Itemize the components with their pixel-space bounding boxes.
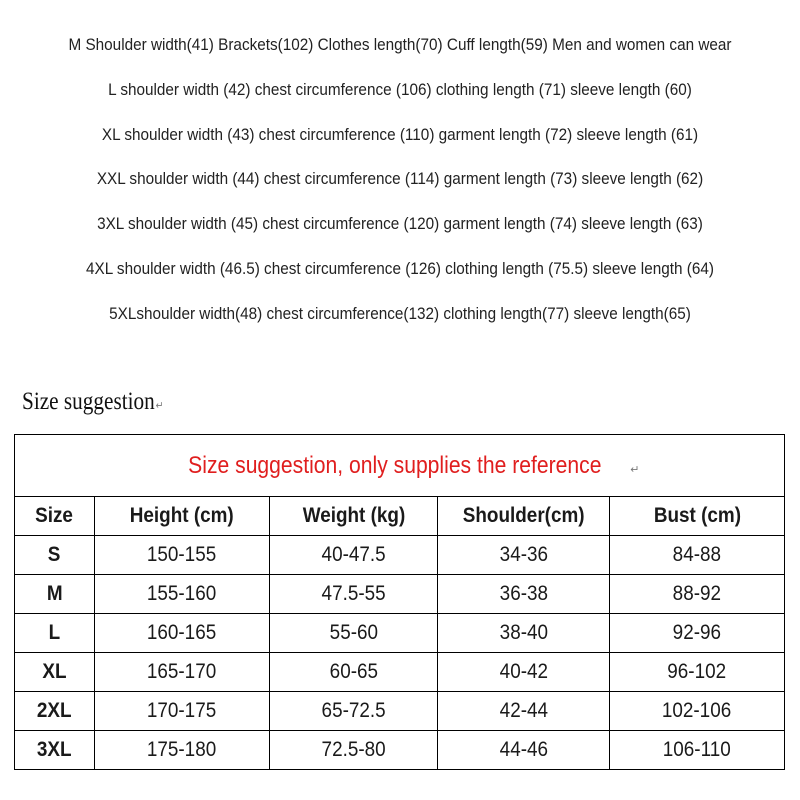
cell-weight — [270, 653, 438, 692]
cell-size — [15, 536, 95, 575]
cell-bust-text: 102-106 — [662, 699, 732, 722]
size-suggestion-table-wrapper — [14, 434, 784, 770]
cell-size-text: 3XL — [37, 738, 72, 761]
header-size — [15, 497, 95, 536]
cell-weight — [270, 692, 438, 731]
cell-shoulder — [438, 536, 610, 575]
table-body — [15, 536, 785, 770]
size-line-4xl: 4XL shoulder width (46.5) chest circumference (126) clothing length (75.5) sleeve length (64) — [86, 258, 714, 278]
cell-weight — [270, 614, 438, 653]
cell-size — [15, 614, 95, 653]
header-weight-text: Weight (kg) — [302, 504, 405, 527]
cell-bust — [610, 653, 785, 692]
section-title — [22, 388, 163, 416]
cell-shoulder — [438, 653, 610, 692]
header-shoulder-text: Shoulder(cm) — [462, 504, 585, 527]
cell-size-text: 2XL — [37, 699, 72, 722]
cell-height-text: 170-175 — [147, 699, 217, 722]
table-row — [15, 614, 785, 653]
table-row — [15, 692, 785, 731]
cell-shoulder-text: 36-38 — [499, 582, 548, 605]
cell-weight-text: 65-72.5 — [321, 699, 386, 722]
cell-size — [15, 692, 95, 731]
paragraph-mark-icon: ↵ — [630, 463, 640, 476]
cell-shoulder — [438, 575, 610, 614]
paragraph-mark-icon: ↵ — [155, 400, 164, 412]
cell-bust — [610, 731, 785, 770]
header-weight — [270, 497, 438, 536]
header-bust-text: Bust (cm) — [653, 504, 741, 527]
cell-bust-text: 106-110 — [663, 738, 732, 761]
cell-size — [15, 575, 95, 614]
cell-weight-text: 40-47.5 — [321, 543, 386, 566]
cell-height-text: 165-170 — [147, 660, 217, 683]
table-caption-row — [15, 435, 785, 497]
cell-height — [95, 575, 270, 614]
cell-shoulder — [438, 614, 610, 653]
cell-size-text: XL — [42, 660, 67, 683]
table-caption-text: Size suggestion, only supplies the reference — [187, 451, 602, 479]
cell-weight-text: 47.5-55 — [321, 582, 386, 605]
cell-shoulder — [438, 731, 610, 770]
size-line-5xl: 5XLshoulder width(48) chest circumference(132) clothing length(77) sleeve length(65) — [109, 303, 691, 323]
cell-height — [95, 614, 270, 653]
cell-shoulder-text: 34-36 — [499, 543, 548, 566]
section-title-text: Size suggestion — [22, 388, 155, 415]
cell-height — [95, 692, 270, 731]
table-row — [15, 731, 785, 770]
cell-bust — [610, 536, 785, 575]
table-row — [15, 653, 785, 692]
cell-weight-text: 72.5-80 — [321, 738, 386, 761]
cell-bust-text: 96-102 — [667, 660, 727, 683]
size-line-l: L shoulder width (42) chest circumference (106) clothing length (71) sleeve length (60) — [108, 79, 692, 99]
header-height — [95, 497, 270, 536]
size-specification-list — [0, 30, 800, 344]
cell-bust — [610, 575, 785, 614]
cell-size — [15, 731, 95, 770]
cell-height-text: 160-165 — [147, 621, 217, 644]
table-row — [15, 536, 785, 575]
size-suggestion-table — [14, 434, 785, 770]
cell-bust — [610, 614, 785, 653]
cell-weight-text: 55-60 — [329, 621, 378, 644]
cell-weight-text: 60-65 — [329, 660, 378, 683]
header-shoulder — [438, 497, 610, 536]
cell-height-text: 150-155 — [147, 543, 217, 566]
table-header-row — [15, 497, 785, 536]
cell-bust — [610, 692, 785, 731]
cell-size — [15, 653, 95, 692]
cell-size-text: M — [46, 582, 63, 605]
header-size-text: Size — [35, 504, 74, 527]
size-line-xxl: XXL shoulder width (44) chest circumference (114) garment length (73) sleeve length (62) — [96, 169, 704, 189]
cell-bust-text: 92-96 — [672, 621, 722, 644]
cell-size-text: S — [48, 543, 61, 566]
table-row — [15, 575, 785, 614]
cell-height — [95, 731, 270, 770]
cell-shoulder-text: 42-44 — [499, 699, 548, 722]
cell-height-text: 175-180 — [147, 738, 217, 761]
header-height-text: Height (cm) — [130, 504, 234, 527]
cell-shoulder-text: 38-40 — [499, 621, 548, 644]
cell-height-text: 155-160 — [147, 582, 217, 605]
cell-shoulder-text: 44-46 — [499, 738, 548, 761]
table-caption — [15, 435, 785, 497]
cell-shoulder — [438, 692, 610, 731]
header-bust — [610, 497, 785, 536]
cell-shoulder-text: 40-42 — [499, 660, 548, 683]
cell-size-text: L — [48, 621, 61, 644]
size-line-m: M Shoulder width(41) Brackets(102) Clothes length(70) Cuff length(59) Men and women can wear — [68, 35, 732, 54]
size-line-3xl: 3XL shoulder width (45) chest circumference (120) garment length (74) sleeve length (63) — [97, 214, 703, 234]
cell-weight — [270, 536, 438, 575]
cell-height — [95, 536, 270, 575]
cell-weight — [270, 731, 438, 770]
cell-weight — [270, 575, 438, 614]
cell-bust-text: 88-92 — [672, 582, 722, 605]
cell-height — [95, 653, 270, 692]
size-line-xl: XL shoulder width (43) chest circumference (110) garment length (72) sleeve length (61) — [101, 124, 699, 144]
cell-bust-text: 84-88 — [672, 543, 722, 566]
